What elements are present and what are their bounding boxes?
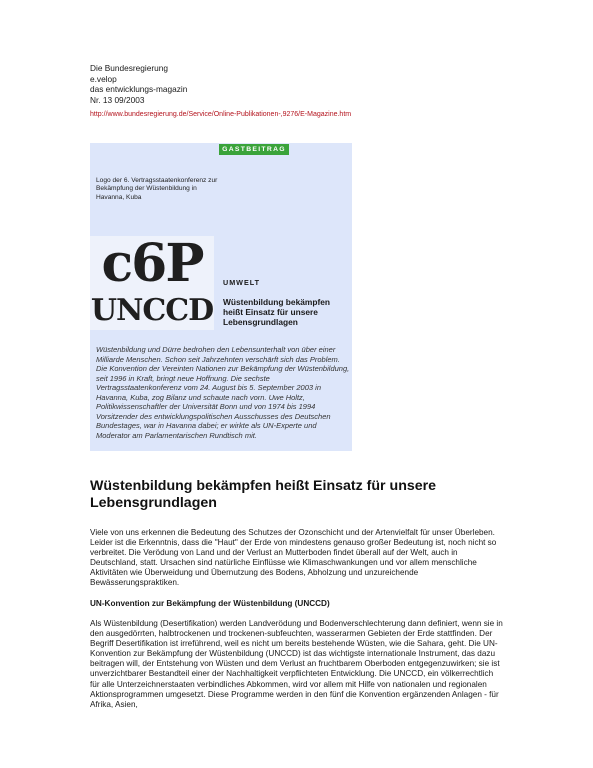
header-line-magazine: e.velop	[90, 73, 117, 84]
header-line-subtitle: das entwicklungs-magazin	[90, 84, 188, 94]
logo-mark-unccd: UNCCD	[90, 293, 214, 328]
source-url-link[interactable]: http://www.bundesregierung.de/Service/Online-Publikationen-,9276/E-Magazine.htm	[90, 111, 352, 118]
article-paragraph-1: Viele von uns erkennen die Bedeutung des Schutzes der Ozonschicht und der Artenvielfalt für unser Überleben. Leider ist die Erkenntnis, dass die "Haut" der Erde von mindestens genauso großer Bedeutung ist, noch nicht so verbreitet. Die Verödung von Land und der Verlust an Mutterboden findet überall auf der Welt, auch in Deutschland, statt. Ursachen sind natürliche Einflüsse wie Klimaschwankungen und vor allem menschliche Aktivitäten wie Überweidung und Übernutzung des Bodens, Abholzung und unzureichende Bewässerungspraktiken.	[90, 528, 497, 588]
section-label: UMWELT	[223, 278, 261, 287]
header-line-publisher: Die Bundesregierung	[90, 63, 168, 73]
header-line-issue: Nr. 13 09/2003	[90, 94, 145, 105]
article-title: Wüstenbildung bekämpfen heißt Einsatz für unsere Lebensgrundlagen	[90, 478, 437, 512]
cop6-unccd-logo	[90, 236, 214, 330]
guest-article-tag: GASTBEITRAG	[219, 144, 289, 155]
box-intro-text: Wüstenbildung und Dürre bedrohen den Lebensunterhalt von über einer Milliarde Menschen. Schon seit Jahrzehnten verschärft sich das Problem. Die Konvention der Vereinten Nationen zur Bekämpfung der Wüstenbildung, seit 1996 in Kraft, bringt neue Hoffnung. Die sechste Vertragsstaatenkonferenz vom 24. August bis 5. September 2003 in Havanna, Kuba, zog Bilanz und schaute nach vorn. Uwe Holtz, Politikwissenschaftler der Universität Bonn und von 1974 bis 1994 Vorsitzender des entwicklungspolitischen Ausschusses des Deutschen Bundestages, war in Havanna dabei; er wirkte als UN-Experte und Moderator am Parlamentarischen Rundtisch mit.	[96, 345, 350, 440]
publication-header	[90, 63, 187, 105]
article-subheading: UN-Konvention zur Bekämpfung der Wüstenbildung (UNCCD)	[90, 599, 330, 608]
article-paragraph-2: Als Wüstenbildung (Desertifikation) werden Landverödung und Bodenverschlechterung dann definiert, wenn sie in den ausgedörrten, halbtrockenen und trockenen-subfeuchten, wasserarmen Gebieten der Erde stattfinden. Der Begriff Desertifikation ist irreführend, weil es nicht um bereits bestehende Wüsten, wie die Sahara, geht. Die UN-Konvention zur Bekämpfung der Wüstenbildung (UNCCD) ist das wichtigste internationale Instrument, das dazu beitragen will, der Entstehung von Wüsten und dem Verlust an fruchtbarem Oberboden entgegenzuwirken; sie ist unverzichtbarer Bestandteil einer der Nachhaltigkeit verpflichteten Entwicklung. Die UNCCD, ein völkerrechtlich für alle Unterzeichnerstaaten verbindliches Abkommen, wird vor allem mit Hilfe von nationalen und regionalen Aktionsprogrammen umgesetzt. Diese Programme werden in den fünf die Konvention ergänzenden Anlagen - für Afrika, Asien,	[90, 619, 503, 709]
box-title: Wüstenbildung bekämpfen heißt Einsatz für unsere Lebensgrundlagen	[223, 297, 331, 327]
logo-caption: Logo der 6. Vertragsstaatenkonferenz zur Bekämpfung der Wüstenbildung in Havanna, Kuba	[96, 177, 218, 201]
logo-mark-cop6: c6P	[101, 236, 203, 294]
